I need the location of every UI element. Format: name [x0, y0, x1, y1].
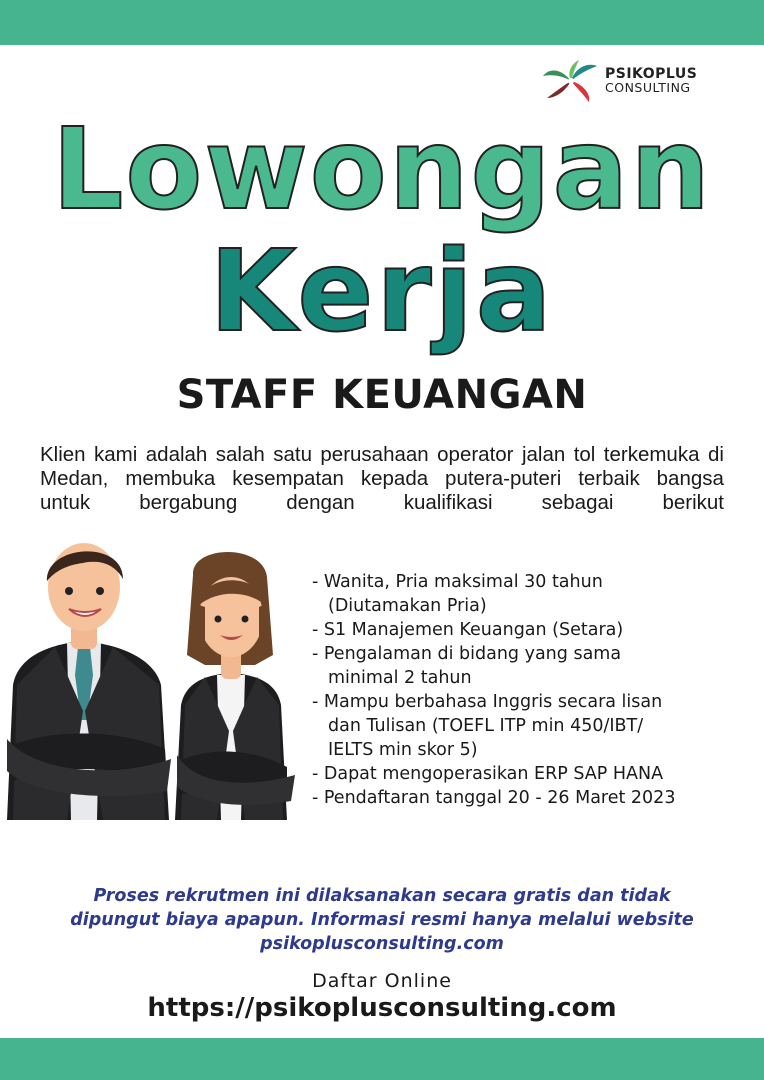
register-label: Daftar Online	[312, 970, 452, 992]
intro-word: bergabung	[139, 491, 238, 514]
intro-word: kualifikasi	[403, 491, 493, 514]
intro-word: kami	[94, 443, 138, 466]
intro-word: operator	[437, 443, 514, 466]
psikoplus-swirl-logo-icon	[541, 58, 601, 104]
bottom-color-band	[0, 1038, 764, 1080]
intro-word: berikut	[662, 491, 724, 514]
logo-name: PSIKOPLUS	[605, 66, 698, 83]
register-url-link[interactable]: https://psikoplusconsulting.com	[147, 993, 617, 1023]
requirement-item: - Pengalaman di bidang yang sama	[312, 644, 622, 664]
notice-line-3: psikoplusconsulting.com	[260, 934, 504, 954]
intro-word: dengan	[286, 491, 355, 514]
intro-word: Medan,	[40, 467, 109, 490]
intro-paragraph	[40, 443, 724, 515]
requirements-list	[312, 570, 752, 810]
intro-word: kesempatan	[232, 467, 344, 490]
notice-line-1: Proses rekrutmen ini dilaksanakan secara gratis dan tidak	[93, 886, 671, 906]
intro-word: perusahaan	[320, 443, 429, 466]
intro-word: jalan	[521, 443, 566, 466]
intro-word: sebagai	[541, 491, 614, 514]
businessman-and-businesswoman-icon	[5, 535, 310, 820]
company-logo	[541, 58, 697, 104]
requirement-item-continuation: IELTS min skor 5)	[328, 740, 478, 760]
intro-word: kepada	[360, 467, 429, 490]
intro-word: terbaik	[578, 467, 640, 490]
intro-line-3	[40, 491, 724, 515]
top-color-band	[0, 0, 764, 45]
intro-word: Klien	[40, 443, 86, 466]
intro-word: terkemuka	[603, 443, 700, 466]
intro-word: adalah	[145, 443, 208, 466]
position-title: STAFF KEUANGAN	[176, 372, 588, 418]
intro-line-2	[40, 467, 724, 491]
intro-word: tol	[573, 443, 596, 466]
requirement-item: - Pendaftaran tanggal 20 - 26 Maret 2023	[312, 788, 676, 808]
requirement-item: - Wanita, Pria maksimal 30 tahun	[312, 572, 603, 592]
intro-word: bangsa	[656, 467, 724, 490]
requirement-item: - Dapat mengoperasikan ERP SAP HANA	[312, 764, 664, 784]
requirement-item-continuation: dan Tulisan (TOEFL ITP min 450/IBT/	[328, 716, 644, 736]
headline-line-2: Kerja	[209, 227, 555, 357]
intro-word: putera-puteri	[445, 467, 562, 490]
intro-word: salah	[215, 443, 265, 466]
intro-word: untuk	[40, 491, 91, 514]
logo-subname: CONSULTING	[605, 80, 691, 96]
free-recruitment-notice	[0, 884, 764, 956]
notice-line-2: dipungut biaya apapun. Informasi resmi hanya melalui website	[70, 910, 694, 930]
requirement-item-continuation: (Diutamakan Pria)	[328, 596, 487, 616]
requirement-item-continuation: minimal 2 tahun	[328, 668, 472, 688]
intro-line-1	[40, 443, 724, 467]
requirement-item: - S1 Manajemen Keuangan (Setara)	[312, 620, 624, 640]
intro-word: di	[707, 443, 724, 466]
intro-word: satu	[273, 443, 312, 466]
requirement-item: - Mampu berbahasa Inggris secara lisan	[312, 692, 663, 712]
headline-line-1: Lowongan	[52, 105, 712, 235]
intro-word: membuka	[125, 467, 216, 490]
